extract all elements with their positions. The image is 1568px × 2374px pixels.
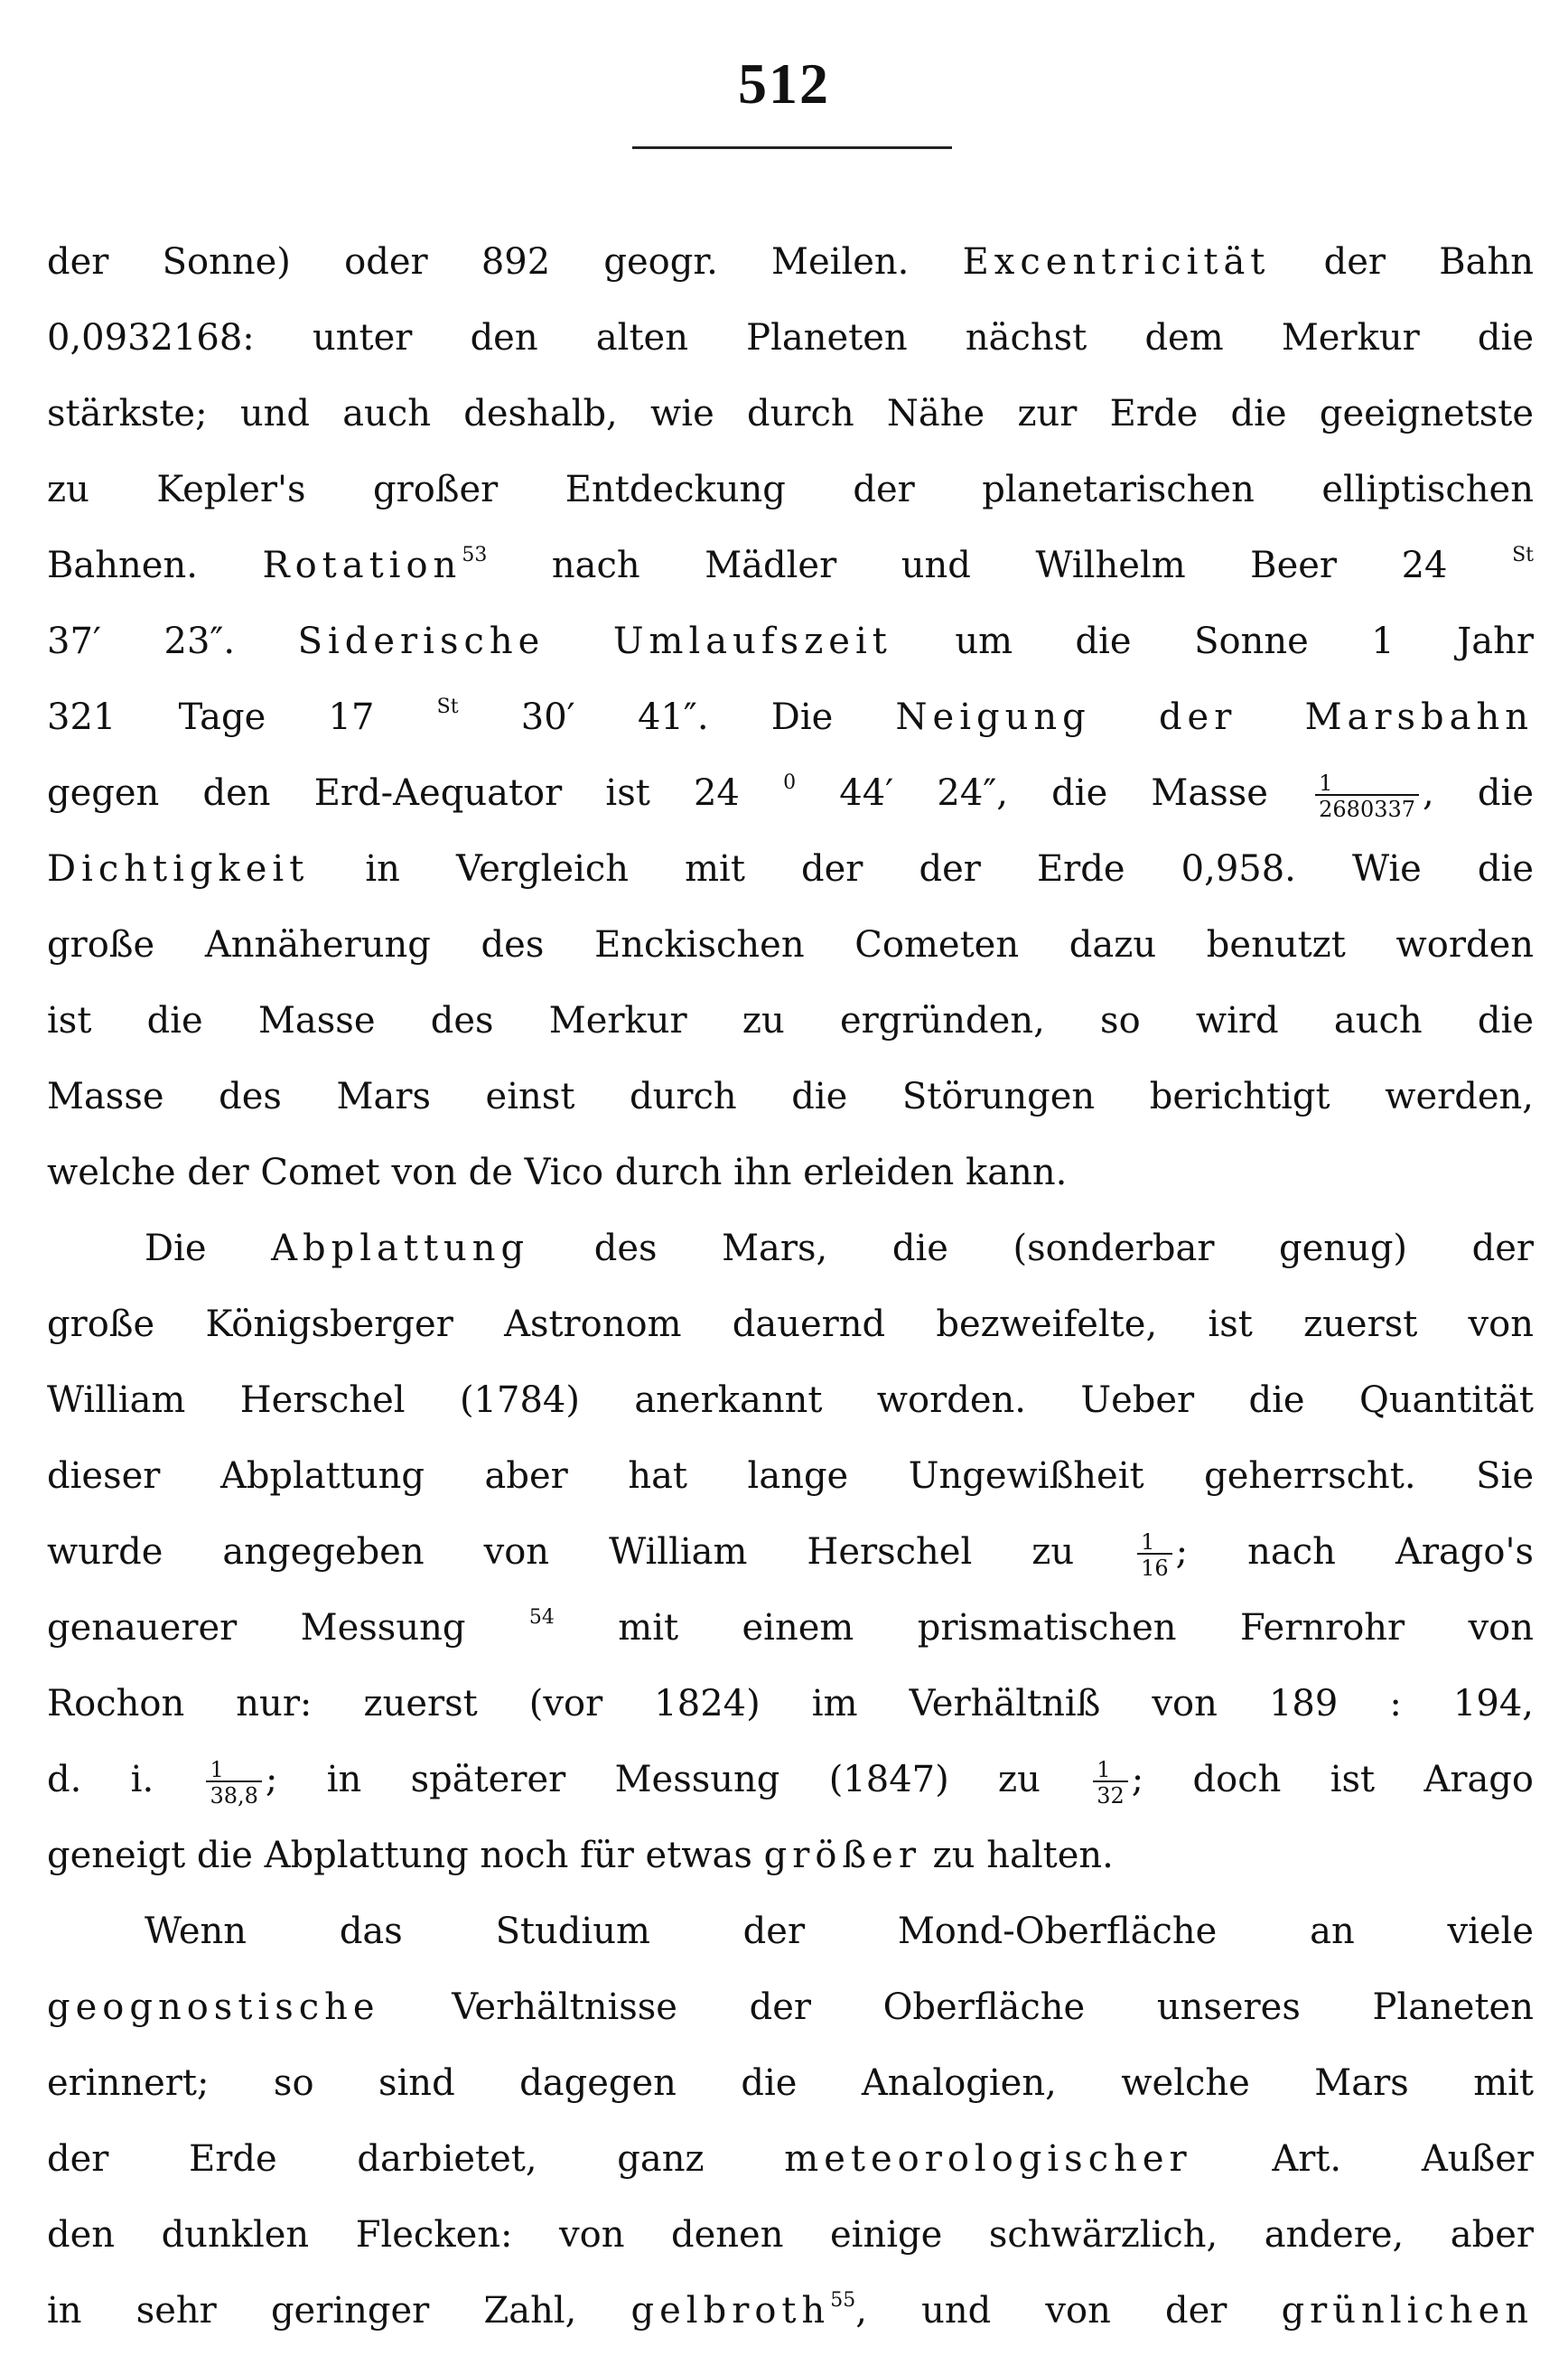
- spaced-term: Abplattung: [271, 1228, 530, 1269]
- text-run: ; in späterer Messung (1847) zu: [265, 1759, 1090, 1800]
- text-line: [47, 1818, 1534, 1893]
- footnote-ref: 54: [528, 1606, 555, 1629]
- spaced-term: gelbroth: [630, 2290, 831, 2332]
- text-run: 37′ 23″.: [47, 621, 298, 662]
- text-line: [47, 2273, 1534, 2349]
- fraction-numerator: 1: [1141, 1528, 1155, 1555]
- text-run: um die Sonne 1 Jahr: [891, 621, 1535, 662]
- spaced-term: grünlichen: [1281, 2290, 1534, 2332]
- text-run: geneigt die Abplattung noch für etwas: [47, 1835, 764, 1876]
- spaced-term: geognostische: [47, 1986, 380, 2028]
- text-run: 30′ 41″. Die: [458, 696, 896, 738]
- text-run: , die: [1423, 772, 1535, 814]
- text-run: zu halten.: [920, 1835, 1114, 1876]
- spaced-term: Dichtigkeit: [47, 848, 310, 890]
- text-run: zu Kepler's großer Entdeckung der planetarischen elliptischen: [47, 469, 1534, 510]
- text-run: ; nach Arago's: [1175, 1531, 1535, 1573]
- text-line: [47, 907, 1534, 983]
- text-line: [47, 1514, 1534, 1590]
- text-line: [47, 1362, 1534, 1438]
- text-run: der Bahn: [1270, 241, 1534, 283]
- text-line: [47, 2197, 1534, 2273]
- text-line: [47, 1893, 1534, 1969]
- text-line: [47, 1969, 1534, 2045]
- text-run: genauerer Messung: [47, 1607, 466, 1649]
- text-line: [47, 1286, 1534, 1362]
- header-rule: [632, 146, 952, 149]
- text-run: Verhältnisse der Oberfläche unseres Planeten: [379, 1986, 1534, 2028]
- text-line: [47, 376, 1534, 452]
- fraction-denominator: 32: [1093, 1780, 1128, 1807]
- text-line: [47, 2121, 1534, 2197]
- degree-sign: 0: [783, 771, 797, 794]
- text-run: gegen den Erd-Aequator ist 24: [47, 772, 740, 814]
- page-number: 512: [738, 51, 830, 116]
- text-run: Die: [145, 1228, 272, 1269]
- text-run: mit einem prismatischen Fernrohr von: [554, 1607, 1535, 1649]
- text-line: [47, 300, 1534, 376]
- text-run: den dunklen Flecken: von denen einige schwärzlich, andere, aber: [47, 2214, 1534, 2256]
- text-line: [47, 1590, 1534, 1666]
- text-body: [47, 224, 1534, 2349]
- text-run: 321 Tage 17: [47, 696, 375, 738]
- text-run: des Mars, die (sonderbar genug) der: [529, 1228, 1535, 1269]
- spaced-term: meteorologischer: [784, 2138, 1192, 2180]
- fraction-numerator: 1: [210, 1756, 224, 1782]
- text-line: [47, 831, 1534, 907]
- text-line: [47, 2045, 1534, 2121]
- superscript: St: [436, 696, 459, 718]
- text-line: [47, 1742, 1534, 1818]
- text-line: [47, 755, 1534, 831]
- text-run: erinnert; so sind dagegen die Analogien, welche Mars mit: [47, 2062, 1534, 2104]
- spaced-term: Rotation: [262, 545, 462, 586]
- spaced-term: größer: [763, 1835, 921, 1876]
- text-run: der Erde darbietet, ganz: [47, 2138, 785, 2180]
- text-line: [47, 1438, 1534, 1514]
- text-run: Art. Außer: [1191, 2138, 1535, 2180]
- text-line: [47, 603, 1534, 679]
- text-line: [47, 1135, 1534, 1210]
- text-run: Rochon nur: zuerst (vor 1824) im Verhältniß von 189 : 194,: [47, 1683, 1534, 1724]
- fraction-denominator: 16: [1137, 1553, 1172, 1579]
- fraction: [1137, 1528, 1172, 1581]
- fraction-denominator: 2680337: [1315, 794, 1419, 820]
- spaced-term: Siderische Umlaufszeit: [297, 621, 892, 662]
- text-line: [47, 1059, 1534, 1135]
- text-run: große Königsberger Astronom dauernd bezweifelte, ist zuerst von: [47, 1304, 1534, 1345]
- footnote-ref: 53: [462, 544, 488, 566]
- text-run: wurde angegeben von William Herschel zu: [47, 1531, 1134, 1573]
- text-run: 0,0932168: unter den alten Planeten nächst dem Merkur die: [47, 317, 1534, 359]
- text-run: Bahnen.: [47, 545, 263, 586]
- spaced-term: Excentricität: [962, 241, 1271, 283]
- text-run: große Annäherung des Enckischen Cometen dazu benutzt worden: [47, 924, 1534, 966]
- fraction: [1093, 1756, 1128, 1809]
- text-line: [47, 528, 1534, 603]
- text-run: 44′ 24″, die Masse: [796, 772, 1312, 814]
- text-line: [47, 679, 1534, 755]
- text-run: dieser Abplattung aber hat lange Ungewißheit geherrscht. Sie: [47, 1455, 1534, 1497]
- text-run: ist die Masse des Merkur zu ergründen, so wird auch die: [47, 1000, 1534, 1042]
- text-line: [47, 983, 1534, 1059]
- text-line: [47, 224, 1534, 300]
- text-line: [47, 1666, 1534, 1742]
- superscript: St: [1512, 544, 1534, 566]
- text-run: stärkste; und auch deshalb, wie durch Nähe zur Erde die geeignetste: [47, 393, 1534, 435]
- spaced-term: Neigung der Marsbahn: [895, 696, 1535, 738]
- text-line: [47, 452, 1534, 528]
- fraction: [1315, 772, 1419, 820]
- text-run: welche der Comet von de Vico durch ihn erleiden kann.: [47, 1152, 1068, 1193]
- text-run: nach Mädler und Wilhelm Beer 24: [487, 545, 1448, 586]
- fraction-denominator: 38,8: [206, 1780, 261, 1807]
- text-run: Masse des Mars einst durch die Störungen berichtigt werden,: [47, 1076, 1534, 1117]
- text-run: d. i.: [47, 1759, 203, 1800]
- text-run: , und von der: [855, 2290, 1282, 2332]
- text-run: ; doch ist Arago: [1131, 1759, 1534, 1800]
- fraction-numerator: 1: [1319, 770, 1333, 796]
- footnote-ref: 55: [830, 2289, 856, 2312]
- fraction: [206, 1756, 261, 1809]
- text-run: in Vergleich mit der der Erde 0,958. Wie die: [309, 848, 1534, 890]
- fraction-numerator: 1: [1097, 1756, 1111, 1782]
- text-run: der Sonne) oder 892 geogr. Meilen.: [47, 241, 963, 283]
- text-run: in sehr geringer Zahl,: [47, 2290, 631, 2332]
- text-run: Wenn das Studium der Mond-Oberfläche an viele: [145, 1911, 1534, 1952]
- text-run: William Herschel (1784) anerkannt worden. Ueber die Quantität: [47, 1379, 1534, 1421]
- text-line: [47, 1210, 1534, 1286]
